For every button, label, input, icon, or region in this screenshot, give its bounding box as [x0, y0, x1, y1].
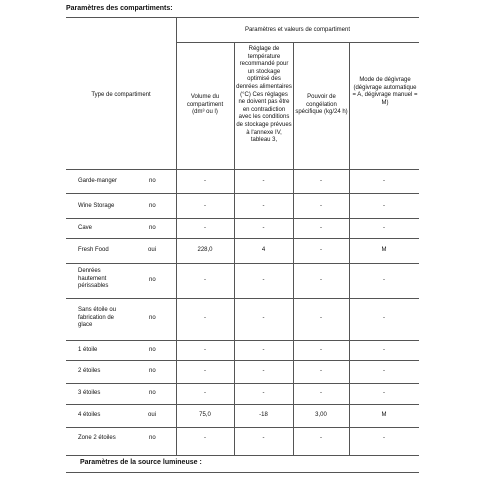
row-divider [66, 383, 419, 384]
group-header-divider [176, 42, 419, 43]
row-temp: - [262, 315, 265, 321]
row-name: Zone 2 étoiles [78, 435, 116, 441]
row-name: Garde-manger [78, 178, 118, 184]
row-present: no [149, 347, 156, 353]
row-freeze: - [320, 368, 322, 374]
row-temp: - [262, 435, 265, 441]
row-freeze: - [320, 435, 322, 441]
row-divider [66, 404, 419, 405]
row-present: no [149, 390, 156, 396]
row-freeze: - [320, 347, 322, 353]
row-volume: - [204, 277, 206, 283]
row-present: no [149, 277, 156, 283]
row-volume: - [204, 203, 206, 209]
row-divider [66, 238, 419, 239]
row-name: 4 étoiles [78, 412, 101, 418]
header-defrost-mode: Mode de dégivrage (dégivrage automatique = A, dégivrage manuel = M) [352, 77, 418, 106]
row-temp: - [262, 225, 265, 231]
header-type: Type de compartiment [91, 92, 151, 98]
header-temperature: Réglage de température recommandé pour un stockage optimisé des denrées alimentaires (°C) Ces réglages ne doivent pas être en contradiction avec les conditions de stockage prévues à l'annexe IV, tableau 3, [236, 46, 292, 144]
row-volume: - [204, 178, 206, 184]
row-divider [66, 218, 419, 219]
row-temp: -18 [259, 412, 268, 418]
row-name: Cave [78, 225, 93, 231]
table-top-border [66, 17, 419, 18]
header-bottom-border [66, 169, 419, 170]
row-name: Denrées hautement périssables [78, 268, 109, 290]
row-defrost: - [383, 277, 385, 283]
row-defrost: M [381, 412, 387, 418]
row-present: no [149, 315, 156, 321]
row-temp: - [262, 178, 265, 184]
row-defrost: - [383, 178, 385, 184]
row-present: no [149, 178, 156, 184]
header-volume: Volume du compartiment (dm³ ou l) [186, 94, 224, 116]
row-name: 1 étoile [78, 347, 98, 353]
light-source-divider [66, 472, 419, 473]
row-freeze: - [320, 178, 322, 184]
row-defrost: M [381, 247, 387, 253]
row-volume: - [204, 225, 206, 231]
row-freeze: - [320, 277, 322, 283]
row-defrost: - [383, 203, 385, 209]
row-name: 2 étoiles [78, 368, 101, 374]
row-freeze: 3,00 [315, 412, 327, 418]
row-defrost: - [383, 390, 385, 396]
section-title: Paramètres des compartiments: [66, 5, 173, 12]
row-volume: - [204, 368, 206, 374]
row-name: Sans étoile ou fabrication de glace [78, 307, 117, 329]
row-freeze: - [320, 247, 322, 253]
row-temp: - [262, 277, 265, 283]
row-divider [66, 360, 419, 361]
row-freeze: - [320, 203, 322, 209]
row-defrost: - [383, 315, 385, 321]
row-temp: - [262, 347, 265, 353]
row-temp: - [262, 368, 265, 374]
light-source-title: Paramètres de la source lumineuse : [80, 459, 202, 466]
row-defrost: - [383, 435, 385, 441]
row-divider [66, 427, 419, 428]
row-temp: 4 [261, 247, 266, 253]
header-group-label: Paramètres et valeurs de compartiment [244, 27, 351, 33]
row-name: Wine Storage [78, 203, 115, 209]
row-volume: - [204, 315, 206, 321]
row-divider [66, 193, 419, 194]
row-present: oui [148, 412, 157, 418]
row-freeze: - [320, 315, 322, 321]
row-name: 3 étoiles [78, 390, 101, 396]
row-present: no [149, 435, 156, 441]
row-present: no [149, 368, 156, 374]
header-freezing-capacity: Pouvoir de congélation spécifique (kg/24 h) [295, 94, 348, 116]
row-freeze: - [320, 225, 322, 231]
row-volume: 228,0 [197, 247, 213, 253]
row-volume: 75,0 [199, 412, 211, 418]
row-divider [66, 340, 419, 341]
row-temp: - [262, 203, 265, 209]
row-defrost: - [383, 225, 385, 231]
row-present: no [149, 225, 156, 231]
row-defrost: - [383, 368, 385, 374]
row-volume: - [204, 390, 206, 396]
table-bottom-border [66, 455, 419, 456]
row-freeze: - [320, 390, 322, 396]
row-volume: - [204, 347, 206, 353]
row-present: oui [148, 247, 157, 253]
row-name: Fresh Food [78, 247, 109, 253]
row-volume: - [204, 435, 206, 441]
row-divider [66, 298, 419, 299]
row-defrost: - [383, 347, 385, 353]
row-divider [66, 263, 419, 264]
row-temp: - [262, 390, 265, 396]
row-present: no [149, 203, 156, 209]
